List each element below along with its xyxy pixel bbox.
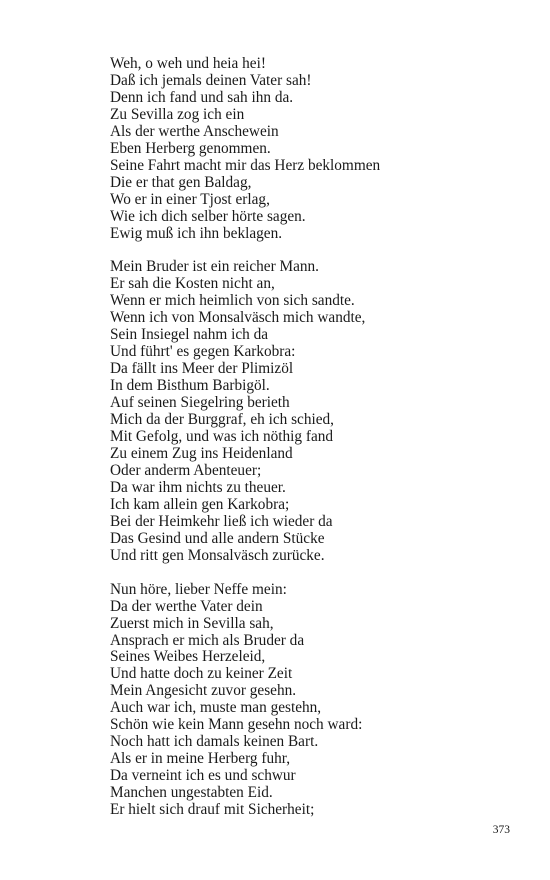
verse-line: Zu einem Zug ins Heidenland xyxy=(110,444,293,462)
verse-line: Wo er in einer Tjost erlag, xyxy=(110,190,270,208)
verse-line: Mich da der Burggraf, eh ich schied, xyxy=(110,411,335,429)
stanza xyxy=(110,582,510,819)
verse-line: Bei der Heimkehr ließ ich wieder da xyxy=(110,512,333,530)
verse-line: Er hielt sich drauf mit Sicherheit; xyxy=(110,801,315,819)
verse-line: Denn ich fand und sah ihn da. xyxy=(110,88,294,106)
verse-line: Als der werthe Anschewein xyxy=(110,122,279,140)
verse-line: Nun höre, lieber Neffe mein: xyxy=(110,580,287,598)
verse-line: Noch hatt ich damals keinen Bart. xyxy=(110,733,319,751)
verse-line: Schön wie kein Mann gesehn noch ward: xyxy=(110,716,363,734)
verse-line: Auf seinen Siegelring berieth xyxy=(110,394,290,412)
verse-line: In dem Bisthum Barbigöl. xyxy=(110,377,270,395)
verse-line: Und führt' es gegen Karkobra: xyxy=(110,343,296,361)
stanza xyxy=(110,56,510,242)
poem-body xyxy=(110,56,510,836)
verse-line: Und hatte doch zu keiner Zeit xyxy=(110,665,293,683)
verse-line: Ansprach er mich als Bruder da xyxy=(110,631,305,649)
verse-line: Da fällt ins Meer der Plimizöl xyxy=(110,360,294,378)
verse-line: Weh, o weh und heia hei! xyxy=(110,55,266,72)
stanza xyxy=(110,259,510,564)
verse-line: Mein Angesicht zuvor gesehn. xyxy=(110,682,297,700)
verse-line: Wenn ich von Monsalväsch mich wandte, xyxy=(110,309,366,327)
verse-line: Seines Weibes Herzeleid, xyxy=(110,648,266,666)
verse-line: Das Gesind und alle andern Stücke xyxy=(110,529,325,547)
verse-line: Er sah die Kosten nicht an, xyxy=(110,275,275,293)
verse-line: Zu Sevilla zog ich ein xyxy=(110,105,245,123)
verse-line: Wie ich dich selber hörte sagen. xyxy=(110,207,306,225)
verse-line: Seine Fahrt macht mir das Herz beklommen xyxy=(110,156,381,174)
verse-line: Auch war ich, muste man gestehn, xyxy=(110,699,322,717)
verse-line: Sein Insiegel nahm ich da xyxy=(110,326,269,344)
verse-line: Mit Gefolg, und was ich nöthig fand xyxy=(110,428,334,446)
page-number: 373 xyxy=(492,824,510,836)
verse-line: Eben Herberg genommen. xyxy=(110,139,271,157)
verse-line: Und ritt gen Monsalväsch zurücke. xyxy=(110,546,325,564)
verse-line: Daß ich jemals deinen Vater sah! xyxy=(110,71,312,89)
verse-line: Da der werthe Vater dein xyxy=(110,597,263,615)
verse-line: Mein Bruder ist ein reicher Mann. xyxy=(110,258,319,276)
verse-line: Die er that gen Baldag, xyxy=(110,173,252,191)
verse-line: Als er in meine Herberg fuhr, xyxy=(110,750,291,768)
verse-line: Ich kam allein gen Karkobra; xyxy=(110,495,290,513)
verse-line: Da verneint ich es und schwur xyxy=(110,767,296,785)
verse-line: Wenn er mich heimlich von sich sandte. xyxy=(110,292,355,310)
verse-line: Zuerst mich in Sevilla sah, xyxy=(110,614,274,632)
verse-line: Ewig muß ich ihn beklagen. xyxy=(110,224,283,242)
verse-line: Da war ihm nichts zu theuer. xyxy=(110,478,286,496)
verse-line: Oder anderm Abenteuer; xyxy=(110,461,262,479)
verse-line: Manchen ungestabten Eid. xyxy=(110,784,273,802)
